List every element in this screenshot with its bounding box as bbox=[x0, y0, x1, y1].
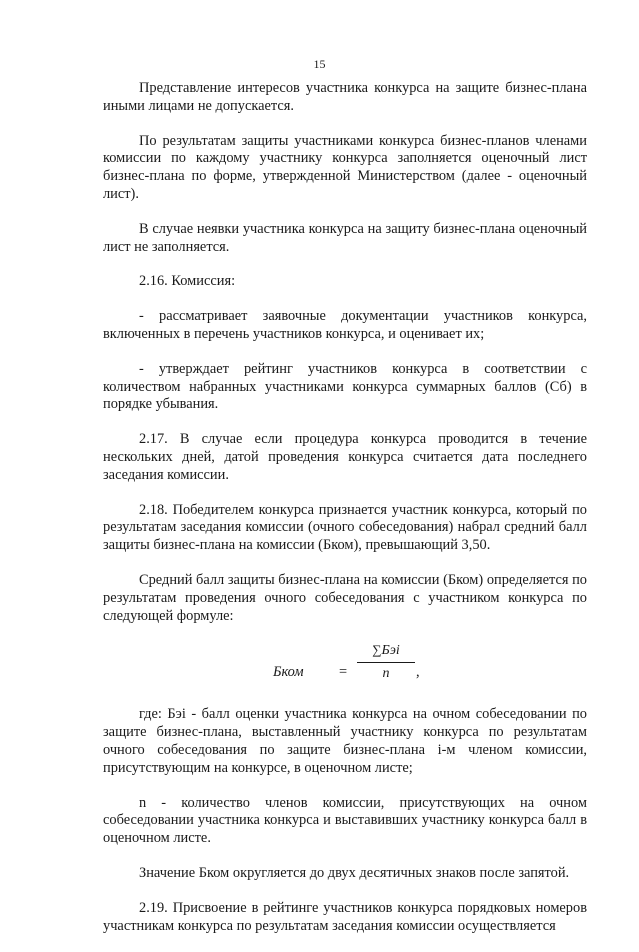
section-2-18: 2.18. Победителем конкурса признается участник конкурса, который по результатам заседания комиссии (очного собеседования) набрал средний балл защиты бизнес-плана на комиссии (Бком), превышающий 3,50. bbox=[103, 501, 587, 554]
paragraph-evaluation-sheet: По результатам защиты участниками конкурса бизнес-планов членами комиссии по каждому участнику конкурса заполняется оценочный лист бизнес-плана по форме, утвержденной Министерством (далее - оценочный лист). bbox=[103, 132, 587, 202]
fraction-bar bbox=[357, 662, 415, 663]
sum-sign: ∑ bbox=[372, 642, 382, 658]
section-2-19: 2.19. Присвоение в рейтинге участников конкурса порядковых номеров участникам конкурса по результатам заседания комиссии осуществляется bbox=[103, 899, 587, 934]
paragraph-rounding: Значение Бком округляется до двух десятичных знаков после запятой. bbox=[139, 864, 570, 881]
section-2-17: 2.17. В случае если процедура конкурса проводится в течение нескольких дней, датой проведения конкурса считается дата последнего заседания комиссии. bbox=[103, 431, 587, 483]
document-body bbox=[103, 80, 587, 952]
formula-denominator: n bbox=[382, 666, 390, 682]
paragraph-bei-definition: где: Бэi - балл оценки участника конкурса на очном собеседовании по защите бизнес-плана, выставленный участнику конкурса по результатам очного собеседования по защите бизнес-плана i-м членом комиссии, присутствующим на конкурсе, в оценочном листе; bbox=[103, 706, 587, 776]
paragraph-n-definition: n - количество членов комиссии, присутствующих на очном собеседовании участника конкурса и выставивших участнику конкурса балл в оценочном листе. bbox=[103, 794, 587, 847]
formula-equals: = bbox=[339, 664, 348, 681]
formula-lhs: Бком bbox=[273, 664, 304, 681]
formula-comma: , bbox=[416, 664, 420, 681]
paragraph-representation: Представление интересов участника конкурса на защите бизнес-плана иными лицами не допускается. bbox=[103, 80, 587, 114]
formula-numerator bbox=[357, 640, 415, 661]
paragraph-no-show: В случае неявки участника конкурса на защиту бизнес-плана оценочный лист не заполняется. bbox=[103, 220, 587, 255]
commission-duty-rating: - утверждает рейтинг участников конкурса в соответствии с количеством набранных участниками конкурса суммарных баллов (Сб) в порядке убывания. bbox=[103, 360, 587, 413]
formula-numerator-term: Бэi bbox=[381, 643, 400, 659]
section-2-16-heading: 2.16. Комиссия: bbox=[139, 273, 236, 290]
formula-fraction bbox=[357, 640, 415, 683]
paragraph-average-score-intro: Средний балл защиты бизнес-плана на комиссии (Бком) определяется по результатам проведения очного собеседования с участником конкурса по следующей формуле: bbox=[103, 571, 587, 624]
page-number: 15 bbox=[313, 57, 326, 71]
commission-duty-review: - рассматривает заявочные документации участников конкурса, включенных в перечень участников конкурса, и оценивает их; bbox=[103, 308, 587, 342]
average-score-formula bbox=[103, 640, 587, 692]
